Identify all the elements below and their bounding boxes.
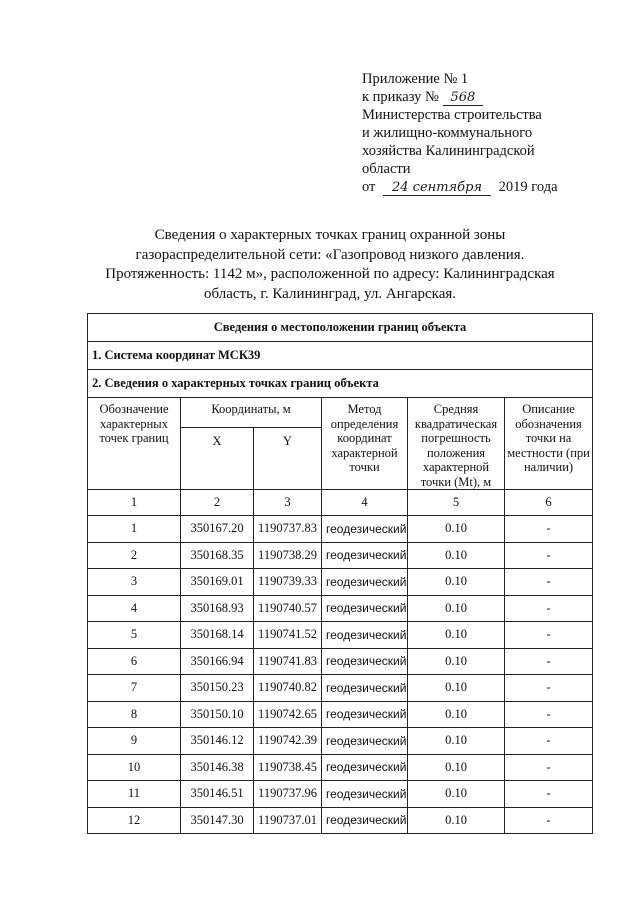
header-x: X [181,427,254,489]
y-coordinate: 1190738.45 [254,754,322,781]
annex-order-line [362,88,602,106]
error-value: 0.10 [408,569,505,596]
header-error: Средняя квадратическая погрешность положения характерной точки (Mt), м [408,398,505,490]
method-value: геодезический [322,542,408,569]
method-value: геодезический [322,701,408,728]
point-number: 5 [88,622,181,649]
method-value: геодезический [322,754,408,781]
y-coordinate: 1190737.96 [254,781,322,808]
table-row [88,622,593,649]
table-row [88,648,593,675]
x-coordinate: 350169.01 [181,569,254,596]
description-value: - [505,569,593,596]
method-value: геодезический [322,807,408,834]
point-number: 9 [88,728,181,755]
heading-line-1: Сведения о характерных точках границ охранной зоны [154,227,506,243]
table-row [88,701,593,728]
point-number: 6 [88,648,181,675]
x-coordinate: 350146.38 [181,754,254,781]
x-coordinate: 350150.23 [181,675,254,702]
error-value: 0.10 [408,622,505,649]
point-number: 2 [88,542,181,569]
boundary-points-table [87,313,593,834]
point-number: 11 [88,781,181,808]
annex-order-number: 568 [443,91,483,106]
table-row [88,595,593,622]
table-row [88,516,593,543]
annex-order-prefix: к приказу № [362,89,439,105]
y-coordinate: 1190742.39 [254,728,322,755]
annex-block [362,70,602,196]
y-coordinate: 1190739.33 [254,569,322,596]
column-number: 3 [254,490,322,516]
section-2-row [88,370,593,398]
error-value: 0.10 [408,516,505,543]
x-coordinate: 350168.93 [181,595,254,622]
document-heading [100,226,560,304]
point-number: 1 [88,516,181,543]
x-coordinate: 350168.35 [181,542,254,569]
description-value: - [505,701,593,728]
annex-date-line [362,178,602,196]
method-value: геодезический [322,569,408,596]
point-number: 10 [88,754,181,781]
table-title: Сведения о местоположении границ объекта [88,314,593,342]
table-row [88,807,593,834]
method-value: геодезический [322,728,408,755]
error-value: 0.10 [408,807,505,834]
header-point-designation: Обозначение характерных точек границ [88,398,181,490]
x-coordinate: 350147.30 [181,807,254,834]
description-value: - [505,807,593,834]
point-number: 7 [88,675,181,702]
error-value: 0.10 [408,542,505,569]
annex-date-prefix: от [362,179,376,195]
column-number: 2 [181,490,254,516]
table-row [88,675,593,702]
annex-title: Приложение № 1 [362,71,469,87]
point-number: 12 [88,807,181,834]
x-coordinate: 350168.14 [181,622,254,649]
table-title-row [88,314,593,342]
description-value: - [505,675,593,702]
annex-ministry-line4: области [362,161,411,177]
header-row-1 [88,398,593,428]
description-value: - [505,781,593,808]
error-value: 0.10 [408,595,505,622]
table-row [88,728,593,755]
header-method: Метод определения координат характерной точки [322,398,408,490]
section-1-row [88,342,593,370]
column-number: 5 [408,490,505,516]
x-coordinate: 350146.51 [181,781,254,808]
method-value: геодезический [322,516,408,543]
table-row [88,781,593,808]
description-value: - [505,516,593,543]
header-description: Описание обозначения точки на местности (при наличии) [505,398,593,490]
annex-date-handwritten: 24 сентября [383,181,491,196]
heading-line-4: область, г. Калининград, ул. Ангарская. [203,285,457,302]
y-coordinate: 1190737.83 [254,516,322,543]
description-value: - [505,754,593,781]
table-row [88,569,593,596]
method-value: геодезический [322,595,408,622]
section-1-title: 1. Система координат МСК39 [88,342,593,370]
y-coordinate: 1190742.65 [254,701,322,728]
point-number: 8 [88,701,181,728]
x-coordinate: 350166.94 [181,648,254,675]
description-value: - [505,648,593,675]
column-numbers-row [88,490,593,516]
method-value: геодезический [322,622,408,649]
description-value: - [505,622,593,649]
annex-ministry-line3: хозяйства Калининградской [362,143,535,159]
x-coordinate: 350150.10 [181,701,254,728]
table-row [88,542,593,569]
column-number: 1 [88,490,181,516]
error-value: 0.10 [408,728,505,755]
column-number: 6 [505,490,593,516]
heading-line-2: газораспределительной сети: «Газопровод низкого давления. [135,246,525,263]
method-value: геодезический [322,781,408,808]
description-value: - [505,542,593,569]
error-value: 0.10 [408,701,505,728]
heading-line-3: Протяженность: 1142 м», расположенной по адресу: Калининградская [105,266,555,282]
method-value: геодезический [322,675,408,702]
y-coordinate: 1190738.29 [254,542,322,569]
description-value: - [505,595,593,622]
y-coordinate: 1190740.57 [254,595,322,622]
y-coordinate: 1190737.01 [254,807,322,834]
x-coordinate: 350167.20 [181,516,254,543]
header-y: Y [254,427,322,489]
point-number: 4 [88,595,181,622]
annex-ministry-line2: и жилищно-коммунального [362,125,533,141]
y-coordinate: 1190741.52 [254,622,322,649]
y-coordinate: 1190740.82 [254,675,322,702]
annex-ministry-line1: Министерства строительства [362,107,542,123]
column-number: 4 [322,490,408,516]
y-coordinate: 1190741.83 [254,648,322,675]
error-value: 0.10 [408,754,505,781]
error-value: 0.10 [408,648,505,675]
error-value: 0.10 [408,675,505,702]
header-coordinates: Координаты, м [181,398,322,428]
description-value: - [505,728,593,755]
section-2-title: 2. Сведения о характерных точках границ объекта [88,370,593,398]
point-number: 3 [88,569,181,596]
x-coordinate: 350146.12 [181,728,254,755]
error-value: 0.10 [408,781,505,808]
method-value: геодезический [322,648,408,675]
table-row [88,754,593,781]
annex-date-suffix: 2019 года [498,179,558,195]
